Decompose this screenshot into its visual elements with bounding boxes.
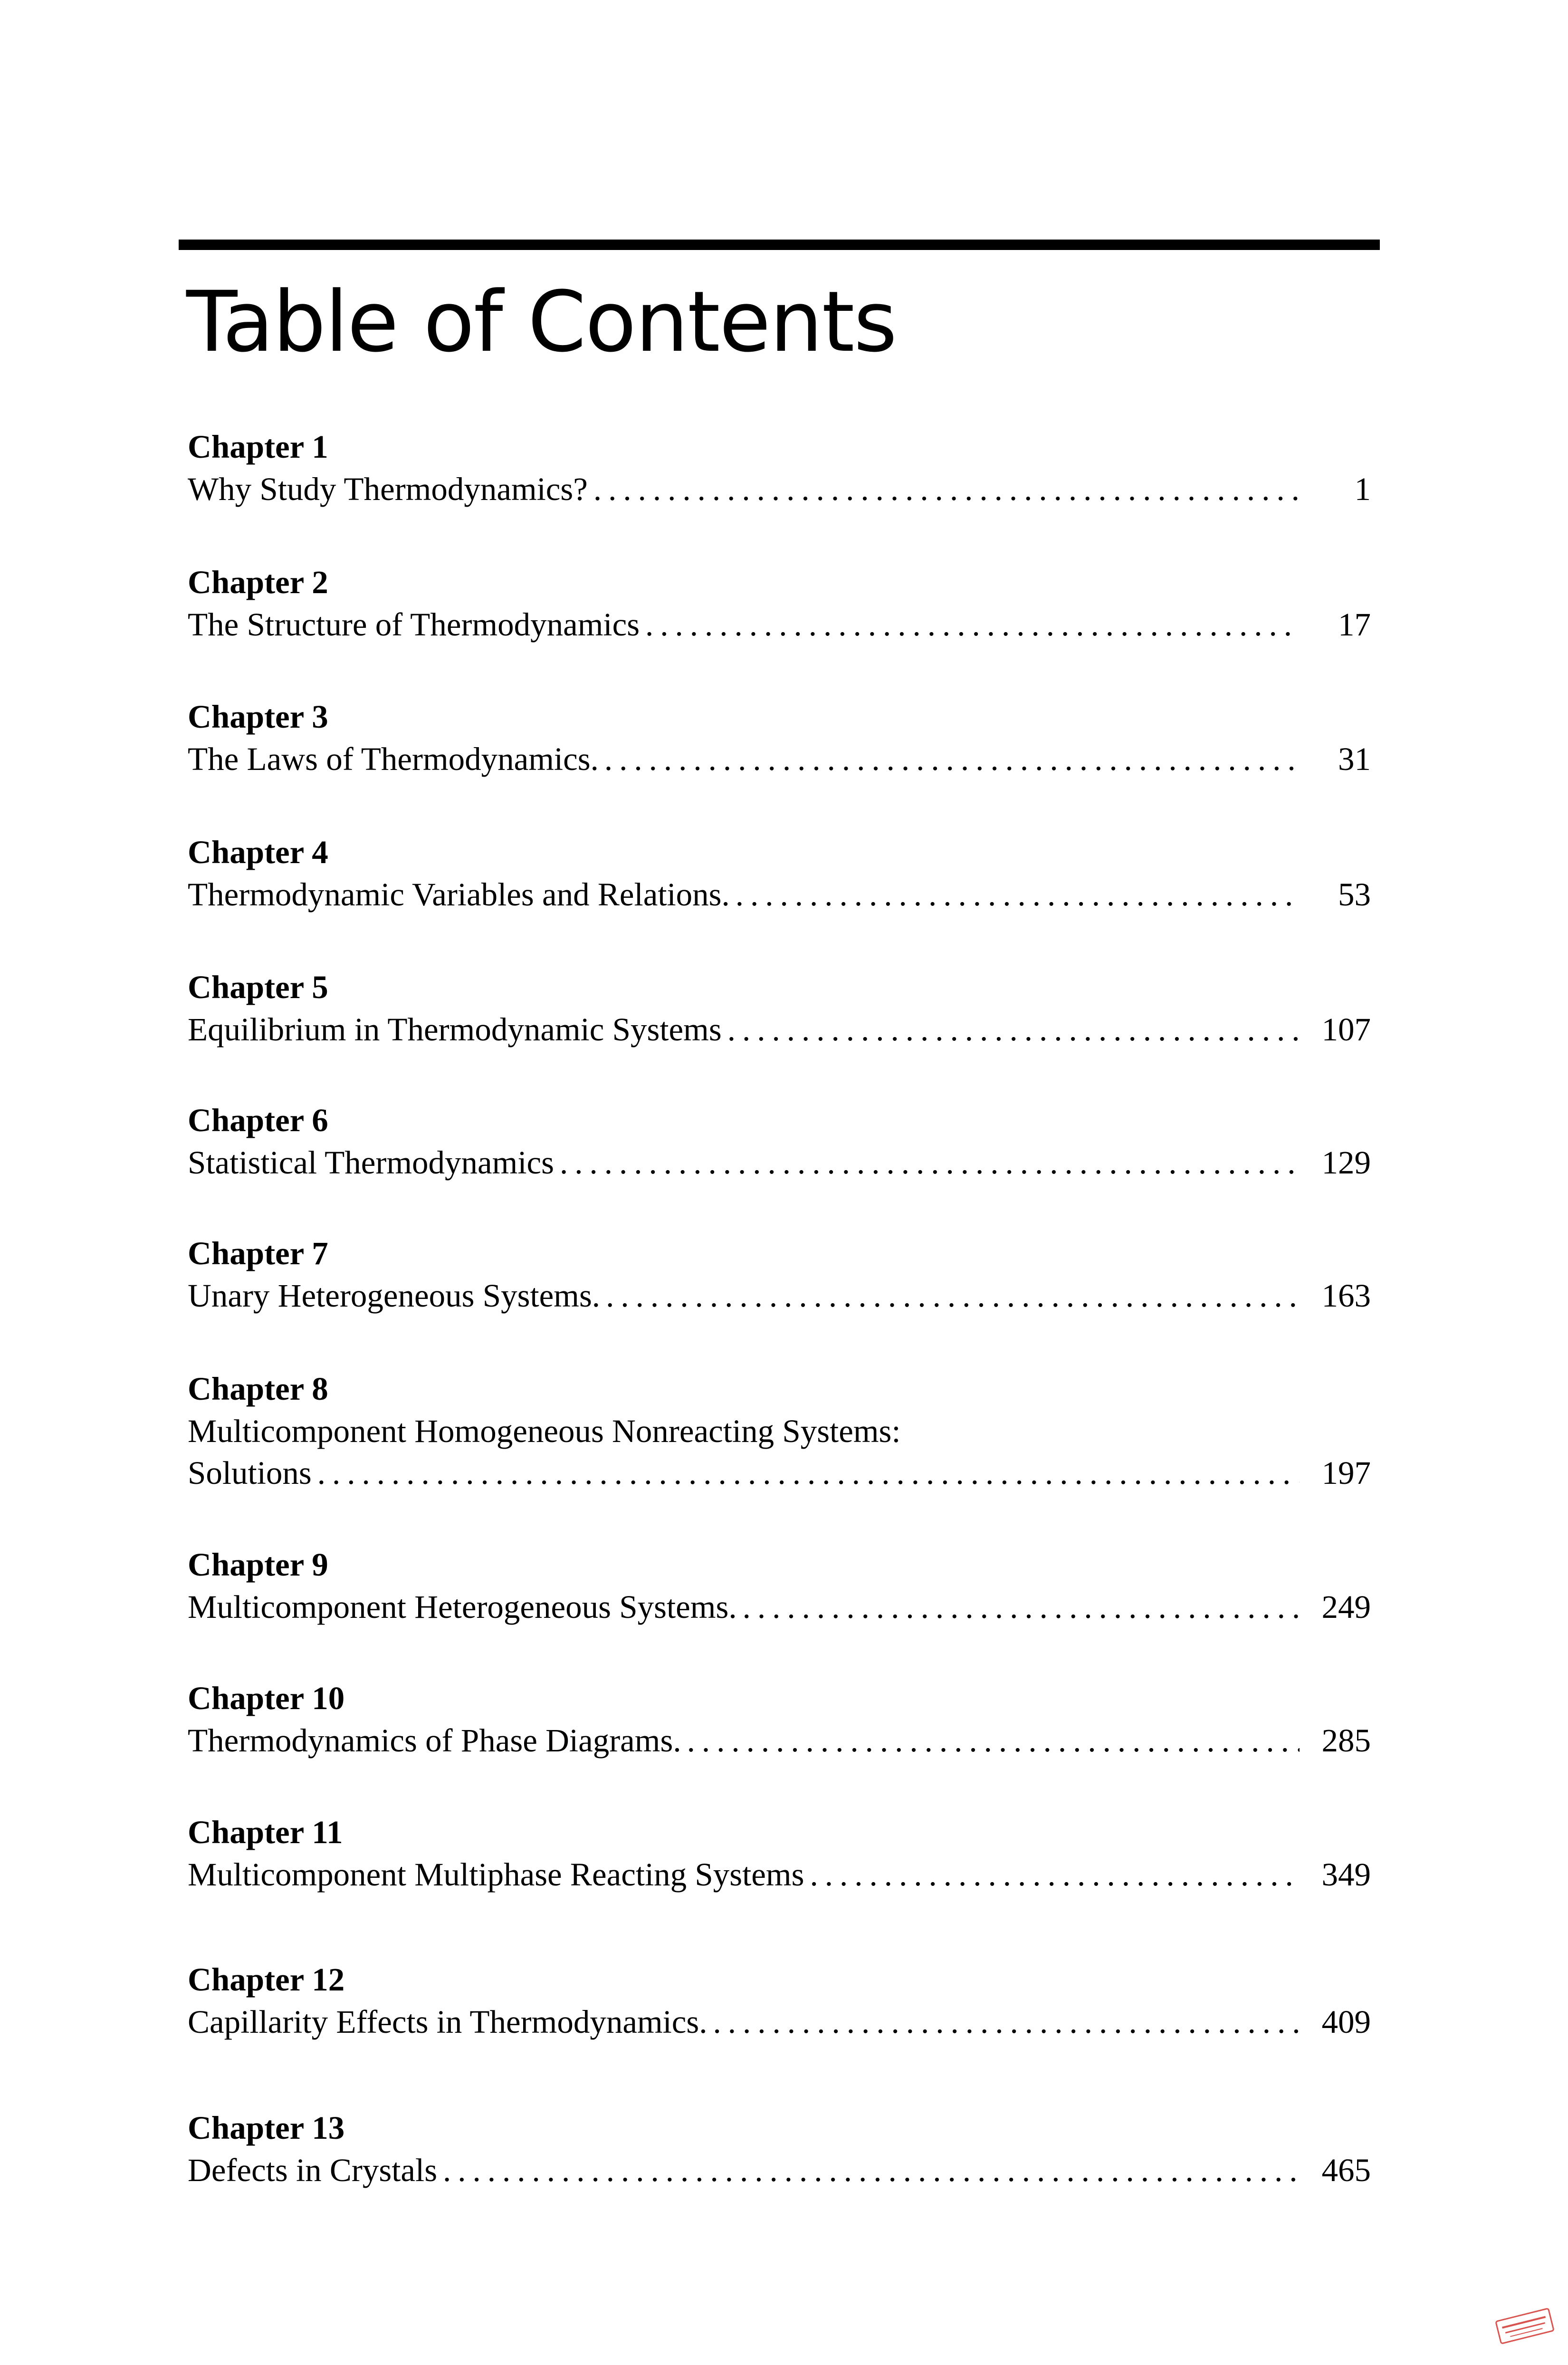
toc-entry: [188, 966, 1371, 1050]
toc-entry: [188, 1958, 1371, 2043]
dot-leader: [312, 1452, 1300, 1494]
toc-line: [188, 1720, 1371, 1761]
page-number: 1: [1354, 471, 1371, 507]
dot-leader: [640, 604, 1300, 645]
toc-line: [188, 2001, 1371, 2043]
dot-leader: [600, 1275, 1300, 1317]
chapter-title: Multicomponent Heterogeneous Systems.: [188, 1589, 737, 1625]
page-number: 129: [1321, 1144, 1371, 1181]
chapter-label: Chapter 8: [188, 1371, 328, 1407]
dot-leader: [437, 2149, 1300, 2191]
toc-entry: [188, 2106, 1371, 2191]
page-number: 409: [1321, 2004, 1371, 2040]
chapter-title: Thermodynamics of Phase Diagrams.: [188, 1722, 681, 1759]
chapter-label: Chapter 2: [188, 564, 328, 600]
chapter-title: Unary Heterogeneous Systems.: [188, 1278, 601, 1314]
toc-entry: [188, 1099, 1371, 1183]
chapter-label: Chapter 13: [188, 2110, 345, 2146]
chapter-label: Chapter 10: [188, 1680, 345, 1716]
toc-line: [188, 874, 1371, 915]
toc-line: [188, 1009, 1371, 1050]
toc-entry: [188, 561, 1371, 645]
toc-line: [188, 738, 1371, 780]
toc-line: [188, 604, 1371, 645]
page-number: 465: [1321, 2152, 1371, 2188]
chapter-title: Statistical Thermodynamics: [188, 1144, 554, 1181]
dot-leader: [599, 738, 1300, 780]
chapter-title: Solutions: [188, 1455, 312, 1491]
toc-entry: [188, 1367, 1371, 1494]
chapter-title: Equilibrium in Thermodynamic Systems: [188, 1011, 722, 1048]
chapter-title: Multicomponent Multiphase Reacting Systems: [188, 1856, 804, 1893]
toc-line: [188, 1275, 1371, 1317]
toc-line: [188, 1854, 1371, 1895]
chapter-label: Chapter 12: [188, 1961, 345, 1998]
page-title: Table of Contents: [186, 273, 897, 371]
chapter-label: Chapter 7: [188, 1235, 328, 1271]
watermark-stamp-icon: [1494, 2307, 1555, 2345]
page-number: 17: [1338, 606, 1371, 643]
chapter-label: Chapter 1: [188, 429, 328, 465]
header-rule: [179, 240, 1380, 250]
toc-entry: [188, 1232, 1371, 1317]
toc-entry: [188, 1543, 1371, 1628]
chapter-title: Defects in Crystals: [188, 2152, 438, 2188]
chapter-label: Chapter 4: [188, 834, 328, 870]
page-number: 107: [1321, 1011, 1371, 1048]
chapter-title: The Structure of Thermodynamics: [188, 606, 640, 643]
toc-entry: [188, 425, 1371, 510]
page-number: 163: [1321, 1278, 1371, 1314]
dot-leader: [737, 1586, 1300, 1628]
chapter-label: Chapter 9: [188, 1547, 328, 1583]
chapter-title: Why Study Thermodynamics?: [188, 471, 588, 507]
page-number: 197: [1321, 1455, 1371, 1491]
toc-entry: [188, 1677, 1371, 1761]
dot-leader: [681, 1720, 1300, 1761]
dot-leader: [804, 1854, 1300, 1895]
dot-leader: [730, 874, 1300, 915]
page-number: 31: [1338, 741, 1371, 777]
chapter-title: Capillarity Effects in Thermodynamics.: [188, 2004, 708, 2040]
toc-entry: [188, 1811, 1371, 1895]
chapter-label: Chapter 5: [188, 969, 328, 1005]
dot-leader: [588, 468, 1300, 510]
toc-entry: [188, 831, 1371, 915]
toc-entry: [188, 695, 1371, 780]
chapter-title-line: Multicomponent Homogeneous Nonreacting Systems:: [188, 1413, 901, 1449]
toc-line: [188, 1142, 1371, 1183]
page-number: 249: [1321, 1589, 1371, 1625]
toc-line: [188, 1452, 1371, 1494]
toc-line: [188, 2149, 1371, 2191]
chapter-label: Chapter 3: [188, 699, 328, 735]
toc-line: [188, 1586, 1371, 1628]
dot-leader: [554, 1142, 1300, 1183]
page-number: 349: [1321, 1856, 1371, 1893]
toc-line: [188, 468, 1371, 510]
chapter-title: The Laws of Thermodynamics.: [188, 741, 599, 777]
chapter-label: Chapter 6: [188, 1102, 328, 1138]
chapter-title: Thermodynamic Variables and Relations.: [188, 876, 730, 913]
dot-leader: [722, 1009, 1300, 1050]
page-number: 53: [1338, 876, 1371, 913]
page-number: 285: [1321, 1722, 1371, 1759]
dot-leader: [708, 2001, 1300, 2043]
chapter-label: Chapter 11: [188, 1814, 343, 1850]
